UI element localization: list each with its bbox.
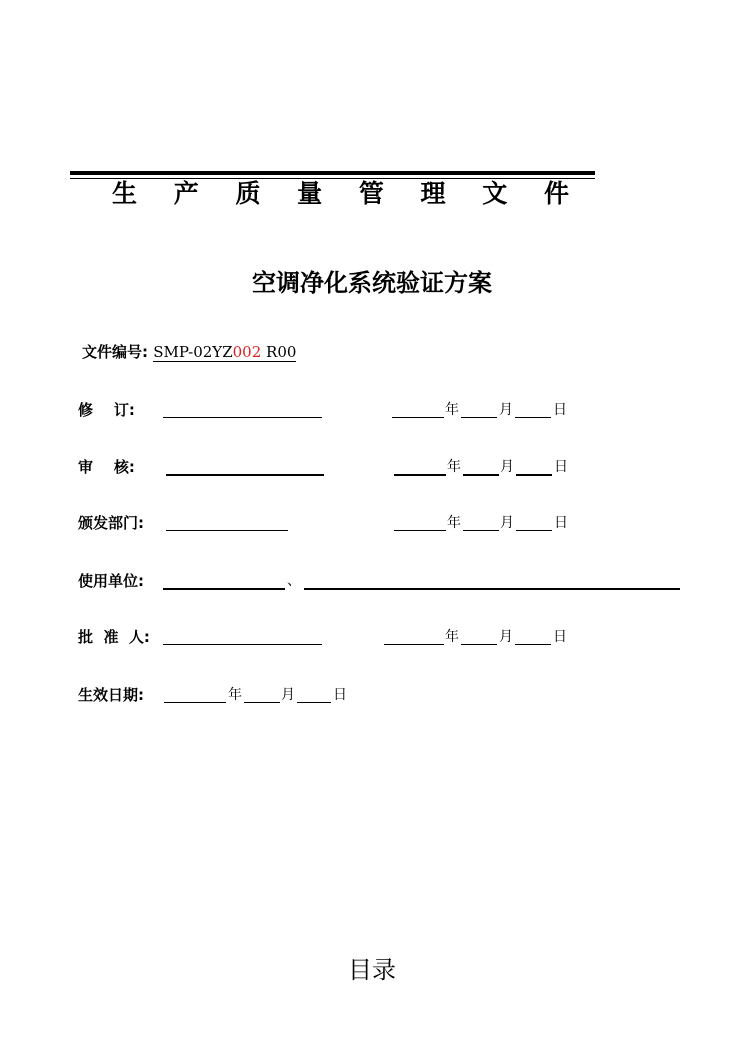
approver-day-line[interactable] [515,644,551,645]
effective-day-line[interactable] [297,702,331,703]
issue-dept-row [0,513,744,535]
issue-dept-day-line[interactable] [516,530,552,531]
issue-dept-line[interactable] [166,530,288,531]
revise-day-unit: 日 [553,402,567,418]
approver-month-line[interactable] [461,644,497,645]
issue-dept-day-unit: 日 [554,515,568,531]
revise-month-unit: 月 [499,402,513,418]
issue-dept-month-line[interactable] [463,530,499,531]
document-number-red: 002 [232,343,262,361]
user-unit-line-1[interactable] [163,588,285,590]
revise-signature-line[interactable] [163,417,322,418]
revise-row [0,400,744,422]
effective-month-unit: 月 [281,687,295,703]
document-number-prefix: SMP-02YZ [153,343,233,361]
user-unit-row [0,571,744,593]
user-unit-label: 使用单位: [78,572,144,590]
toc-heading: 目录 [348,956,396,984]
effective-year-unit: 年 [228,687,242,703]
effective-date-label: 生效日期: [78,686,144,704]
document-number-label: 文件编号: [82,343,148,361]
revise-year-line[interactable] [392,417,444,418]
approver-year-unit: 年 [445,629,459,645]
effective-date-row [0,685,744,707]
user-unit-separator: 、 [287,573,301,589]
issue-dept-year-unit: 年 [447,515,461,531]
revise-label: 修 订: [78,401,135,419]
approver-label: 批 准 人: [78,628,150,646]
effective-day-unit: 日 [333,687,347,703]
issue-dept-year-line[interactable] [394,530,446,531]
document-number-suffix: R00 [261,343,297,361]
review-signature-line[interactable] [166,474,324,476]
document-header: 生 产 质 量 管 理 文 件 [112,179,583,208]
document-number [82,342,296,362]
header-rule-thick [70,171,595,175]
revise-month-line[interactable] [461,417,497,418]
review-year-line[interactable] [394,474,446,476]
effective-month-line[interactable] [244,702,280,703]
document-number-value [153,343,296,362]
revise-year-unit: 年 [445,402,459,418]
review-year-unit: 年 [447,459,461,475]
issue-dept-label: 颁发部门: [78,514,144,532]
approver-year-line[interactable] [384,644,444,645]
effective-year-line[interactable] [164,702,226,703]
review-month-line[interactable] [463,474,499,476]
review-row [0,457,744,479]
revise-day-line[interactable] [515,417,551,418]
issue-dept-month-unit: 月 [500,515,514,531]
review-day-line[interactable] [516,474,552,476]
approver-signature-line[interactable] [163,644,322,645]
review-month-unit: 月 [500,459,514,475]
approver-row [0,627,744,649]
document-title: 空调净化系统验证方案 [252,269,492,297]
approver-day-unit: 日 [553,629,567,645]
review-label: 审 核: [78,458,135,476]
approver-month-unit: 月 [499,629,513,645]
user-unit-line-2[interactable] [304,588,680,590]
review-day-unit: 日 [554,459,568,475]
